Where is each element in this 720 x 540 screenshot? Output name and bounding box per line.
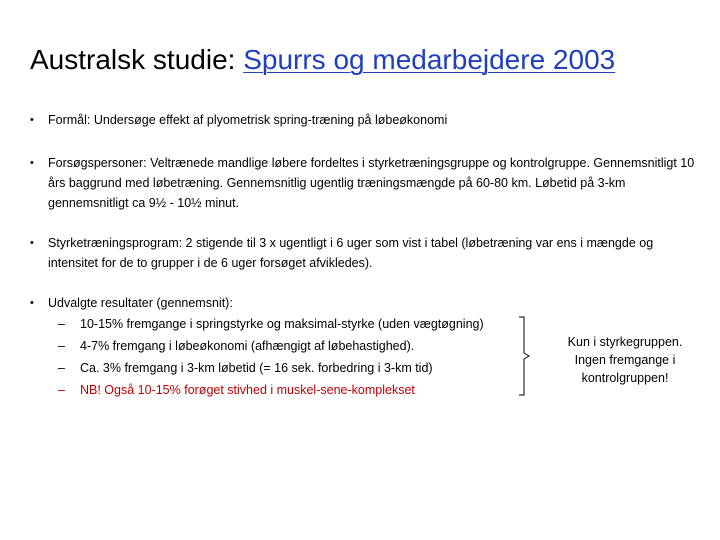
dash-marker: – bbox=[58, 361, 65, 375]
right-brace-icon bbox=[518, 316, 530, 396]
result-item bbox=[58, 357, 538, 379]
study-reference-link[interactable]: Spurrs og medarbejdere 2003 bbox=[243, 44, 616, 75]
bullet-program bbox=[30, 233, 700, 273]
bullet-dot: • bbox=[30, 114, 34, 126]
result-item-text: 10-15% fremgange i springstyrke og maksimal-styrke (uden vægtøgning) bbox=[80, 317, 484, 331]
bullet-program-text: Styrketræningsprogram: 2 stigende til 3 x ugentligt i 6 uger som vist i tabel (løbetræning var ens i mængde og intensitet for de to grupper i de 6 uger forsøget afvikledes). bbox=[48, 236, 654, 270]
side-note-line: kontrolgruppen! bbox=[581, 371, 669, 385]
bullet-dot: • bbox=[30, 157, 34, 169]
slide-title-prefix: Australsk studie: bbox=[30, 44, 244, 75]
result-item bbox=[58, 313, 538, 335]
side-note-line: Kun i styrkegruppen. bbox=[567, 335, 683, 349]
slide-title bbox=[30, 40, 710, 80]
result-item bbox=[58, 335, 538, 357]
dash-marker: – bbox=[58, 383, 65, 397]
bullet-subjects bbox=[30, 153, 700, 213]
bullet-purpose bbox=[30, 110, 700, 130]
bullet-results bbox=[30, 293, 700, 313]
bullet-dot: • bbox=[30, 297, 34, 309]
result-item-text: Ca. 3% fremgang i 3-km løbetid (= 16 sek. forbedring i 3-km tid) bbox=[80, 361, 433, 375]
dash-marker: – bbox=[58, 317, 65, 331]
dash-marker: – bbox=[58, 339, 65, 353]
result-item-highlight bbox=[58, 379, 538, 401]
bullet-dot: • bbox=[30, 237, 34, 249]
result-item-text: 4-7% fremgang i løbeøkonomi (afhængigt af løbehastighed). bbox=[80, 339, 415, 353]
bullet-purpose-text: Formål: Undersøge effekt af plyometrisk spring-træning på løbeøkonomi bbox=[48, 113, 448, 127]
side-note-line: Ingen fremgange i bbox=[574, 353, 676, 367]
bullet-results-text: Udvalgte resultater (gennemsnit): bbox=[48, 296, 233, 310]
side-note bbox=[540, 333, 710, 387]
bullet-subjects-text: Forsøgspersoner: Veltrænede mandlige løbere fordeltes i styrketræningsgruppe og kontrolgruppe. Gennemsnitligt 10 års baggrund med løbetræning. Gennemsnitlig ugentlig træningsmængde på 60-80 km. Løbetid på 3-km gennemsnitligt ca 9½ - 10½ minut. bbox=[48, 156, 695, 210]
result-item-highlight-text: NB! Også 10-15% forøget stivhed i muskel-sene-komplekset bbox=[80, 383, 415, 397]
